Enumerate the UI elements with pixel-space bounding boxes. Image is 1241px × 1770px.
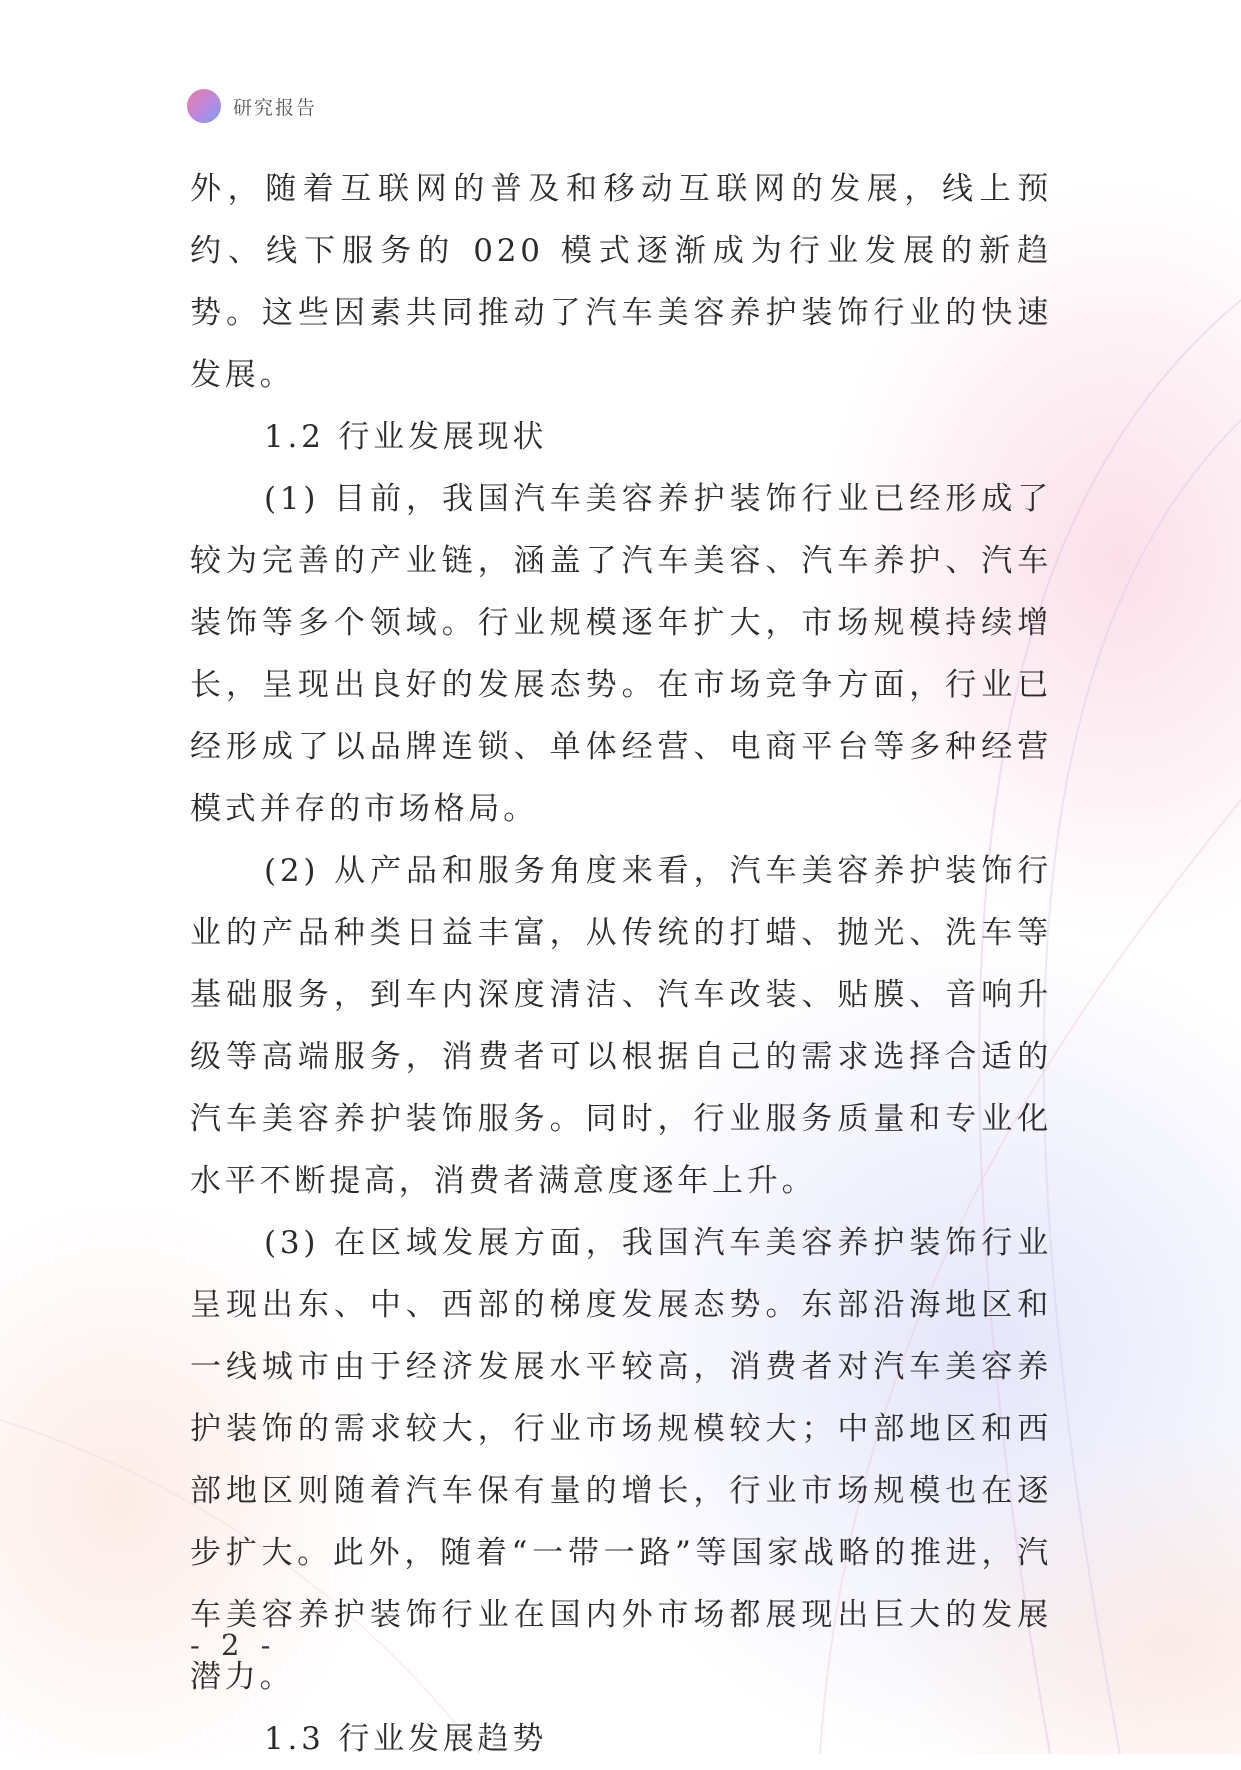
- paragraph-continuation: 外，随着互联网的普及和移动互联网的发展，线上预约、线下服务的 020 模式逐渐成为行业发展的新趋势。这些因素共同推动了汽车美容养护装饰行业的快速发展。: [190, 171, 1052, 393]
- paragraph-current-status-3: (3) 在区域发展方面，我国汽车美容养护装饰行业呈现出东、中、西部的梯度发展态势。东部沿海地区和一线城市由于经济发展水平较高，消费者对汽车美容养护装饰的需求较大，行业市场规模较大；中部地区和西部地区则随着汽车保有量的增长，行业市场规模也在逐步扩大。此外，随着“一带一路”等国家战略的推进，汽车美容养护装饰行业在国内外市场都展现出巨大的发展潜力。: [190, 1225, 1052, 1695]
- header-title: 研究报告: [233, 96, 318, 119]
- paragraph-current-status-2: (2) 从产品和服务角度来看，汽车美容养护装饰行业的产品种类日益丰富，从传统的打蜡、抛光、洗车等基础服务，到车内深度清洁、汽车改装、贴膜、音响升级等高端服务，消费者可以根据自己的需求选择合适的汽车美容养护装饰服务。同时，行业服务质量和专业化水平不断提高，消费者满意度逐年上升。: [190, 853, 1052, 1199]
- section-heading-1-2: 1.2 行业发展现状: [264, 419, 548, 455]
- page-number: - 2 -: [190, 1628, 277, 1662]
- paragraph-current-status-1: (1) 目前，我国汽车美容养护装饰行业已经形成了较为完善的产业链，涵盖了汽车美容、汽车养护、汽车装饰等多个领域。行业规模逐年扩大，市场规模持续增长，呈现出良好的发展态势。在市场竞争方面，行业已经形成了以品牌连锁、单体经营、电商平台等多种经营模式并存的市场格局。: [190, 481, 1052, 827]
- document-body: [190, 158, 1052, 1770]
- report-header: [187, 88, 317, 124]
- section-heading-1-3: 1.3 行业发展趋势: [264, 1721, 548, 1757]
- logo-icon: [187, 89, 221, 123]
